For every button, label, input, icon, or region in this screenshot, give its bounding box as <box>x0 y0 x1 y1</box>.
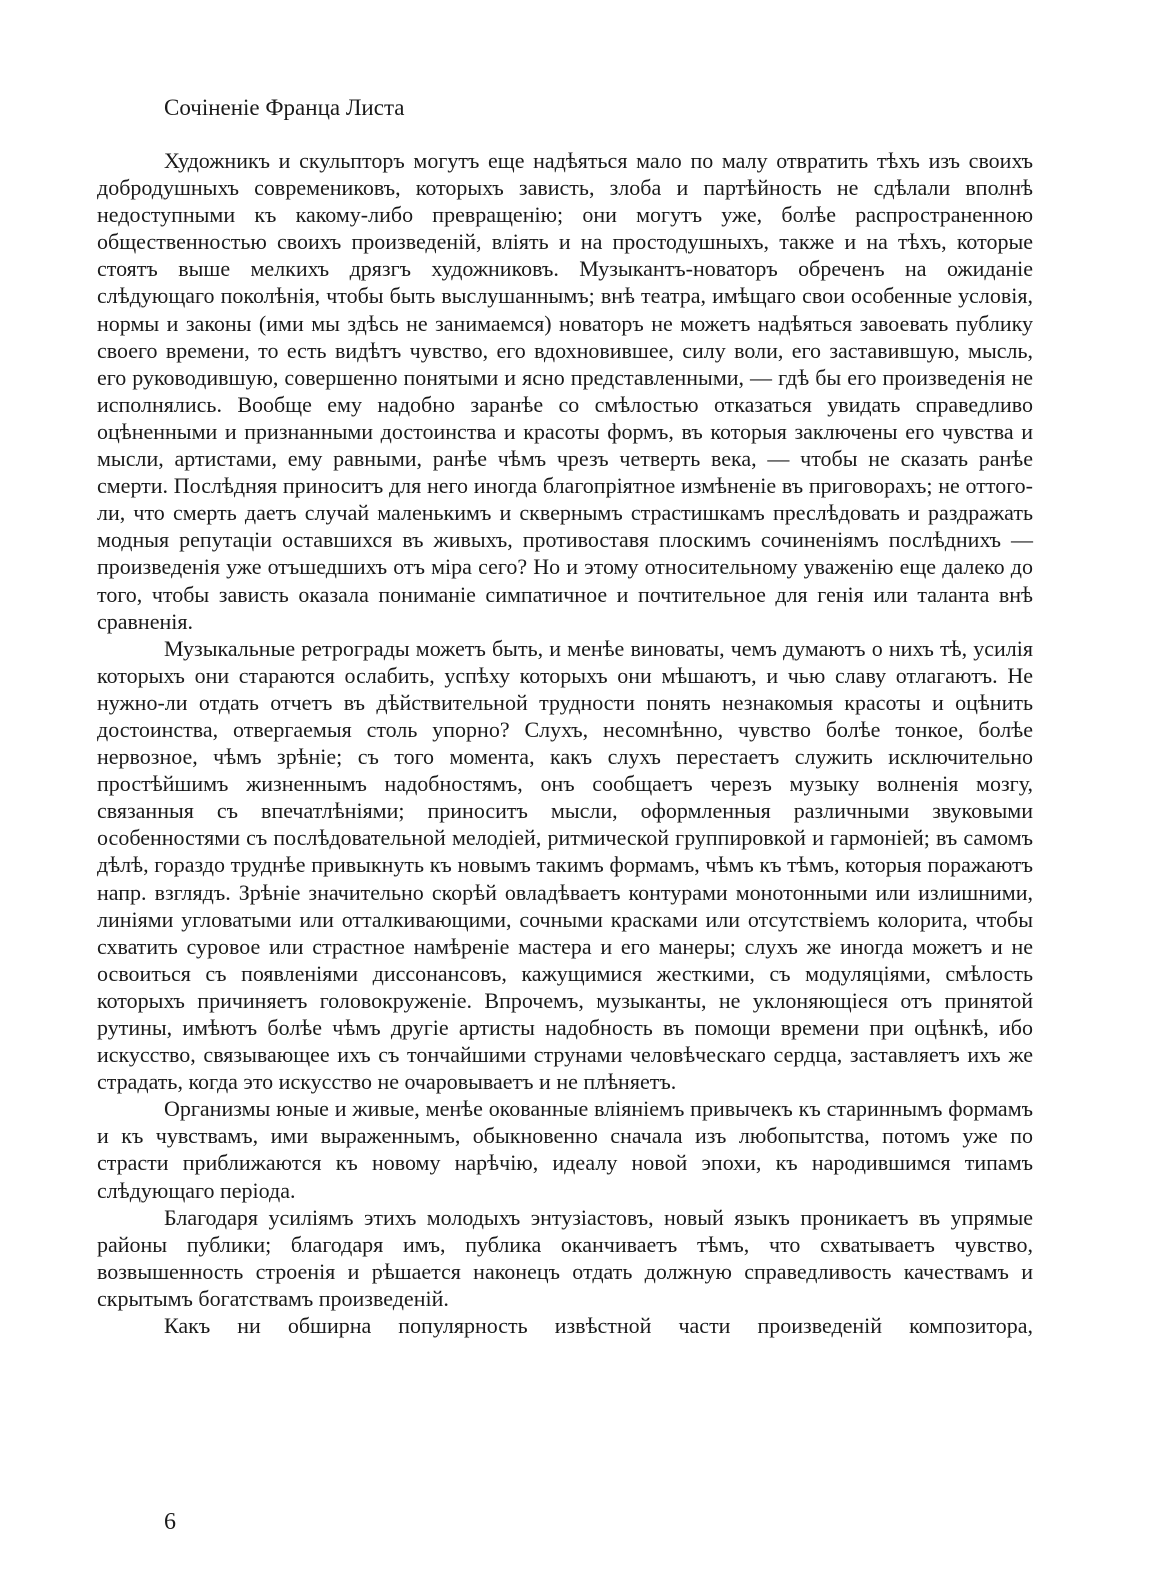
page-number: 6 <box>164 1509 176 1535</box>
paragraph-3: Организмы юные и живые, менѣе окованные влiянiемъ привычекъ къ стариннымъ формамъ и къ чувствамъ, ими выраженнымъ, обыкновенно сначала изъ любопытства, потомъ уже по страсти приближаются къ новому нарѣчiю, идеалу новой эпохи, къ народившимся типамъ слѣдующаго перiода. <box>97 1096 1033 1203</box>
body-text <box>97 147 1033 1339</box>
paragraph-4: Благодаря усилiямъ этихъ молодыхъ энтузiастовъ, новый языкъ проникаетъ въ упрямые районы публики; благодаря имъ, публика оканчиваетъ тѣмъ, что схватываетъ чувство, возвышенность строенiя и рѣшается наконецъ отдать должную справедливость качествамъ и скрытымъ богатствамъ произведенiй. <box>97 1204 1033 1311</box>
paragraph-1: Художникъ и скульпторъ могутъ еще надѣяться мало по малу отвратить тѣхъ изъ своихъ добродушныхъ современиковъ, которыхъ зависть, злоба и партѣйность не сдѣлали вполнѣ недоступными къ какому-либо превращенiю; они могутъ уже, болѣе распространенною общественностью своихъ произведенiй, влiять и на простодушныхъ, также и на тѣхъ, которые стоятъ выше мелкихъ дрязгъ художниковъ. Музыкантъ-новаторъ обреченъ на ожиданiе слѣдующаго поколѣнiя, чтобы быть выслушаннымъ; внѣ театра, имѣщаго свои особенные условiя, нормы и законы (ими мы здѣсь не занимаемся) новаторъ не можетъ надѣяться завоевать публику своего времени, то есть видѣтъ чувство, его вдохновившее, силу воли, его заставившую, мысль, его руководившую, совершенно понятыми и ясно представленными, — гдѣ бы его произведенiя не исполнялись. Вообще ему надобно заранѣе со смѣлостью отказаться увидать справедливо оцѣненными и признанными достоинства и красоты формъ, въ которыя заключены его чувства и мысли, артистами, ему равными, ранѣе чѣмъ чрезъ четверть века, — чтобы не сказать ранѣе смерти. Послѣдняя приноситъ для него иногда благопрiятное измѣненiе въ приговорахъ; не оттого-ли, что смерть даетъ случай маленькимъ и сквернымъ страстишкамъ преслѣдовать и раздражать модныя репутацiи оставшихся въ живыхъ, противоставя плоскимъ сочиненiямъ послѣднихъ — произведенiя уже отъшедшихъ отъ мiра сего? Но и этому относительному уваженiю еще далеко до того, чтобы зависть оказала пониманiе симпатичное и почтительное для генiя или таланта внѣ сравненiя. <box>97 148 1033 634</box>
paragraph-5: Какъ ни обширна популярность извѣстной части произведенiй композитора, <box>164 1313 1033 1339</box>
paragraph-2: Музыкальные ретрограды можетъ быть, и менѣе виноваты, чемъ думаютъ о нихъ тѣ, усилiя которыхъ они стараются ослабить, успѣху которыхъ они мѣшаютъ, и чью славу отлагаютъ. Не нужно-ли отдать отчетъ въ дѣйствительной трудности понять незнакомыя красоты и оцѣнить достоинства, отвергаемыя столь упорно? Слухъ, несомнѣнно, чувство болѣе тонкое, болѣе нервозное, чѣмъ зрѣнiе; съ того момента, какъ слухъ перестаетъ служить исключительно простѣйшимъ жизненнымъ надобностямъ, онъ сообщаетъ черезъ музыку волненiя мозгу, связанныя съ впечатлѣнiями; приноситъ мысли, оформленныя различными звуковыми особенностями съ послѣдовательной мелодiей, ритмической группировкой и гармонiей; въ самомъ дѣлѣ, гораздо труднѣе привыкнуть къ новымъ такимъ формамъ, чѣмъ къ тѣмъ, которыя поражаютъ напр. взглядъ. Зрѣнiе значительно скорѣй овладѣваетъ контурами монотонными или излишними, линiями угловатыми или отталкивающими, сочными красками или отсутствiемъ колорита, чтобы схватить суровое или страстное намѣренiе мастера и его манеры; слухъ же иногда можетъ и не освоиться съ появленiями диссонансовъ, кажущимися жесткими, съ модуляцiями, смѣлость которыхъ причиняетъ головокруженiе. Впрочемъ, музыканты, не уклоняющiеся отъ принятой рутины, имѣютъ болѣе чѣмъ другiе артисты надобность въ помощи времени при оцѣнкѣ, ибо искусство, связывающее ихъ съ тончайшими струнами человѣческаго сердца, заставляетъ ихъ же страдать, когда это искусство не очаровываетъ и не плѣняетъ. <box>97 635 1033 1095</box>
document-page <box>97 0 1033 1588</box>
running-title: Сочiненiе Франца Листа <box>164 95 405 120</box>
